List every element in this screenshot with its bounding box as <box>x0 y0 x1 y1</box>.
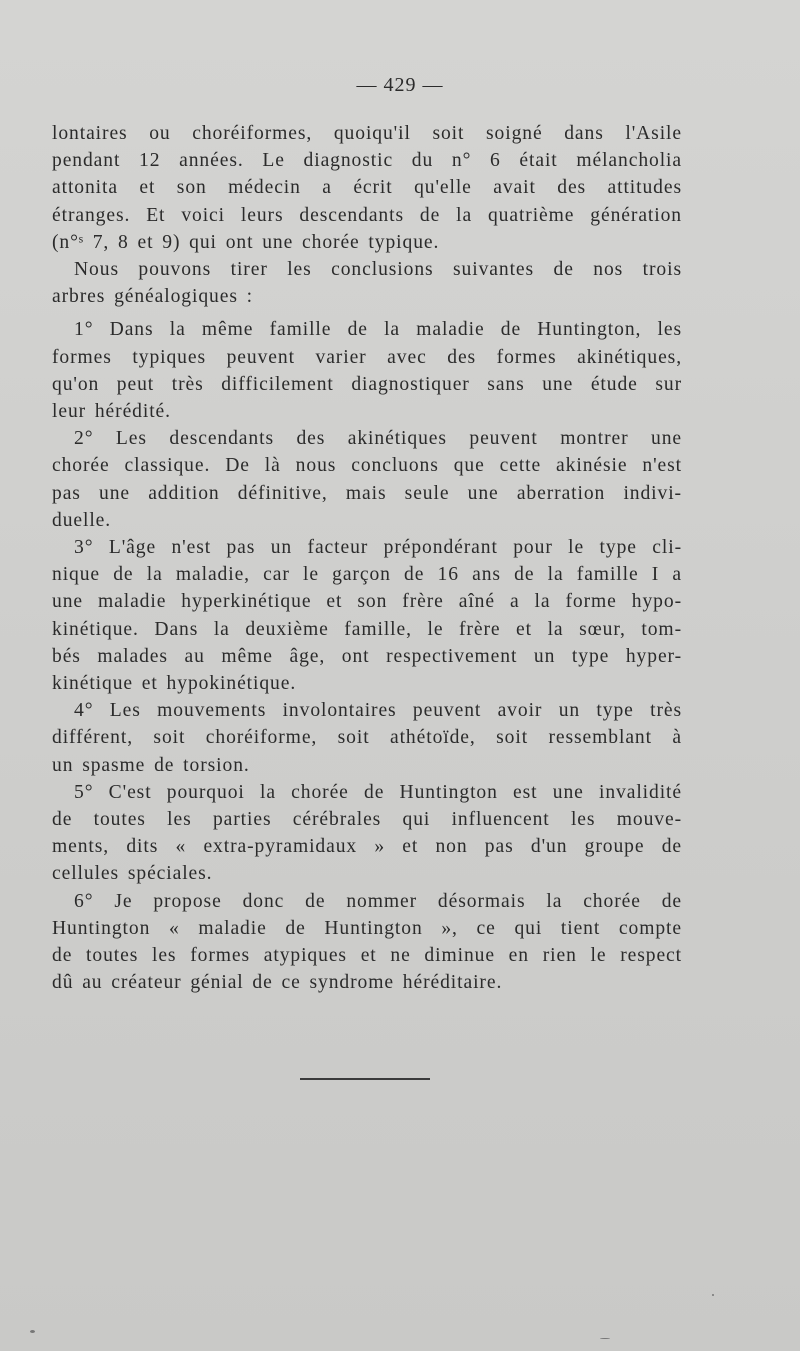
paper-speck <box>30 1330 35 1333</box>
text-line: cellules spéciales. <box>52 863 213 885</box>
text-line: bés malades au même âge, ont respectivement un type hyper- <box>52 645 682 667</box>
text-line: formes typiques peuvent varier avec des formes akinétiques, <box>52 346 682 368</box>
text-line: étranges. Et voici leurs descendants de la quatrième génération <box>52 204 682 226</box>
text-line: kinétique et hypokinétique. <box>52 673 297 695</box>
text-line: qu'on peut très difficilement diagnostiquer sans une étude sur <box>52 373 682 395</box>
text-line: arbres généalogiques : <box>52 286 253 308</box>
text-line: pas une addition définitive, mais seule une aberration indivi- <box>52 482 682 504</box>
page-number: — 429 — <box>356 74 444 96</box>
text-line: 3° L'âge n'est pas un facteur prépondérant pour le type cli- <box>74 537 682 559</box>
text-line: leur hérédité. <box>52 401 171 423</box>
text-line: une maladie hyperkinétique et son frère aîné a la forme hypo- <box>52 591 682 613</box>
text-line: différent, soit choréiforme, soit athétoïde, soit ressemblant à <box>52 727 682 749</box>
text-line: ments, dits « extra-pyramidaux » et non pas d'un groupe de <box>52 836 682 858</box>
text-line: dû au créateur génial de ce syndrome héréditaire. <box>52 972 503 994</box>
text-line: pendant 12 années. Le diagnostic du n° 6 était mélancholia <box>52 150 682 172</box>
text-line: attonita et son médecin a écrit qu'elle avait des attitudes <box>52 177 682 199</box>
end-divider-rule <box>300 1078 430 1080</box>
text-line: Huntington « maladie de Huntington », ce qui tient compte <box>52 917 682 939</box>
paper-speck <box>712 1294 714 1296</box>
text-line: de toutes les formes atypiques et ne diminue en rien le respect <box>52 945 682 967</box>
text-line: nique de la maladie, car le garçon de 16 ans de la famille I a <box>52 564 682 586</box>
body-text <box>52 120 682 997</box>
text-line: 4° Les mouvements involontaires peuvent avoir un type très <box>74 700 682 722</box>
text-line: (n°ˢ 7, 8 et 9) qui ont une chorée typique. <box>52 231 440 253</box>
text-line: chorée classique. De là nous concluons que cette akinésie n'est <box>52 455 682 477</box>
text-line: duelle. <box>52 509 112 531</box>
text-line: kinétique. Dans la deuxième famille, le frère et la sœur, tom- <box>52 618 682 640</box>
text-line: lontaires ou choréiformes, quoiqu'il soit soigné dans l'Asile <box>52 123 682 144</box>
text-line: Nous pouvons tirer les conclusions suivantes de nos trois <box>74 259 682 281</box>
text-line: 1° Dans la même famille de la maladie de Huntington, les <box>74 319 682 341</box>
text-line: 6° Je propose donc de nommer désormais la chorée de <box>74 890 682 912</box>
text-line: 5° C'est pourquoi la chorée de Huntington est une invalidité <box>74 781 682 803</box>
text-line: de toutes les parties cérébrales qui influencent les mouve- <box>52 809 682 831</box>
text-line: un spasme de torsion. <box>52 754 250 776</box>
paper-speck <box>600 1338 610 1339</box>
text-line: 2° Les descendants des akinétiques peuvent montrer une <box>74 428 682 450</box>
